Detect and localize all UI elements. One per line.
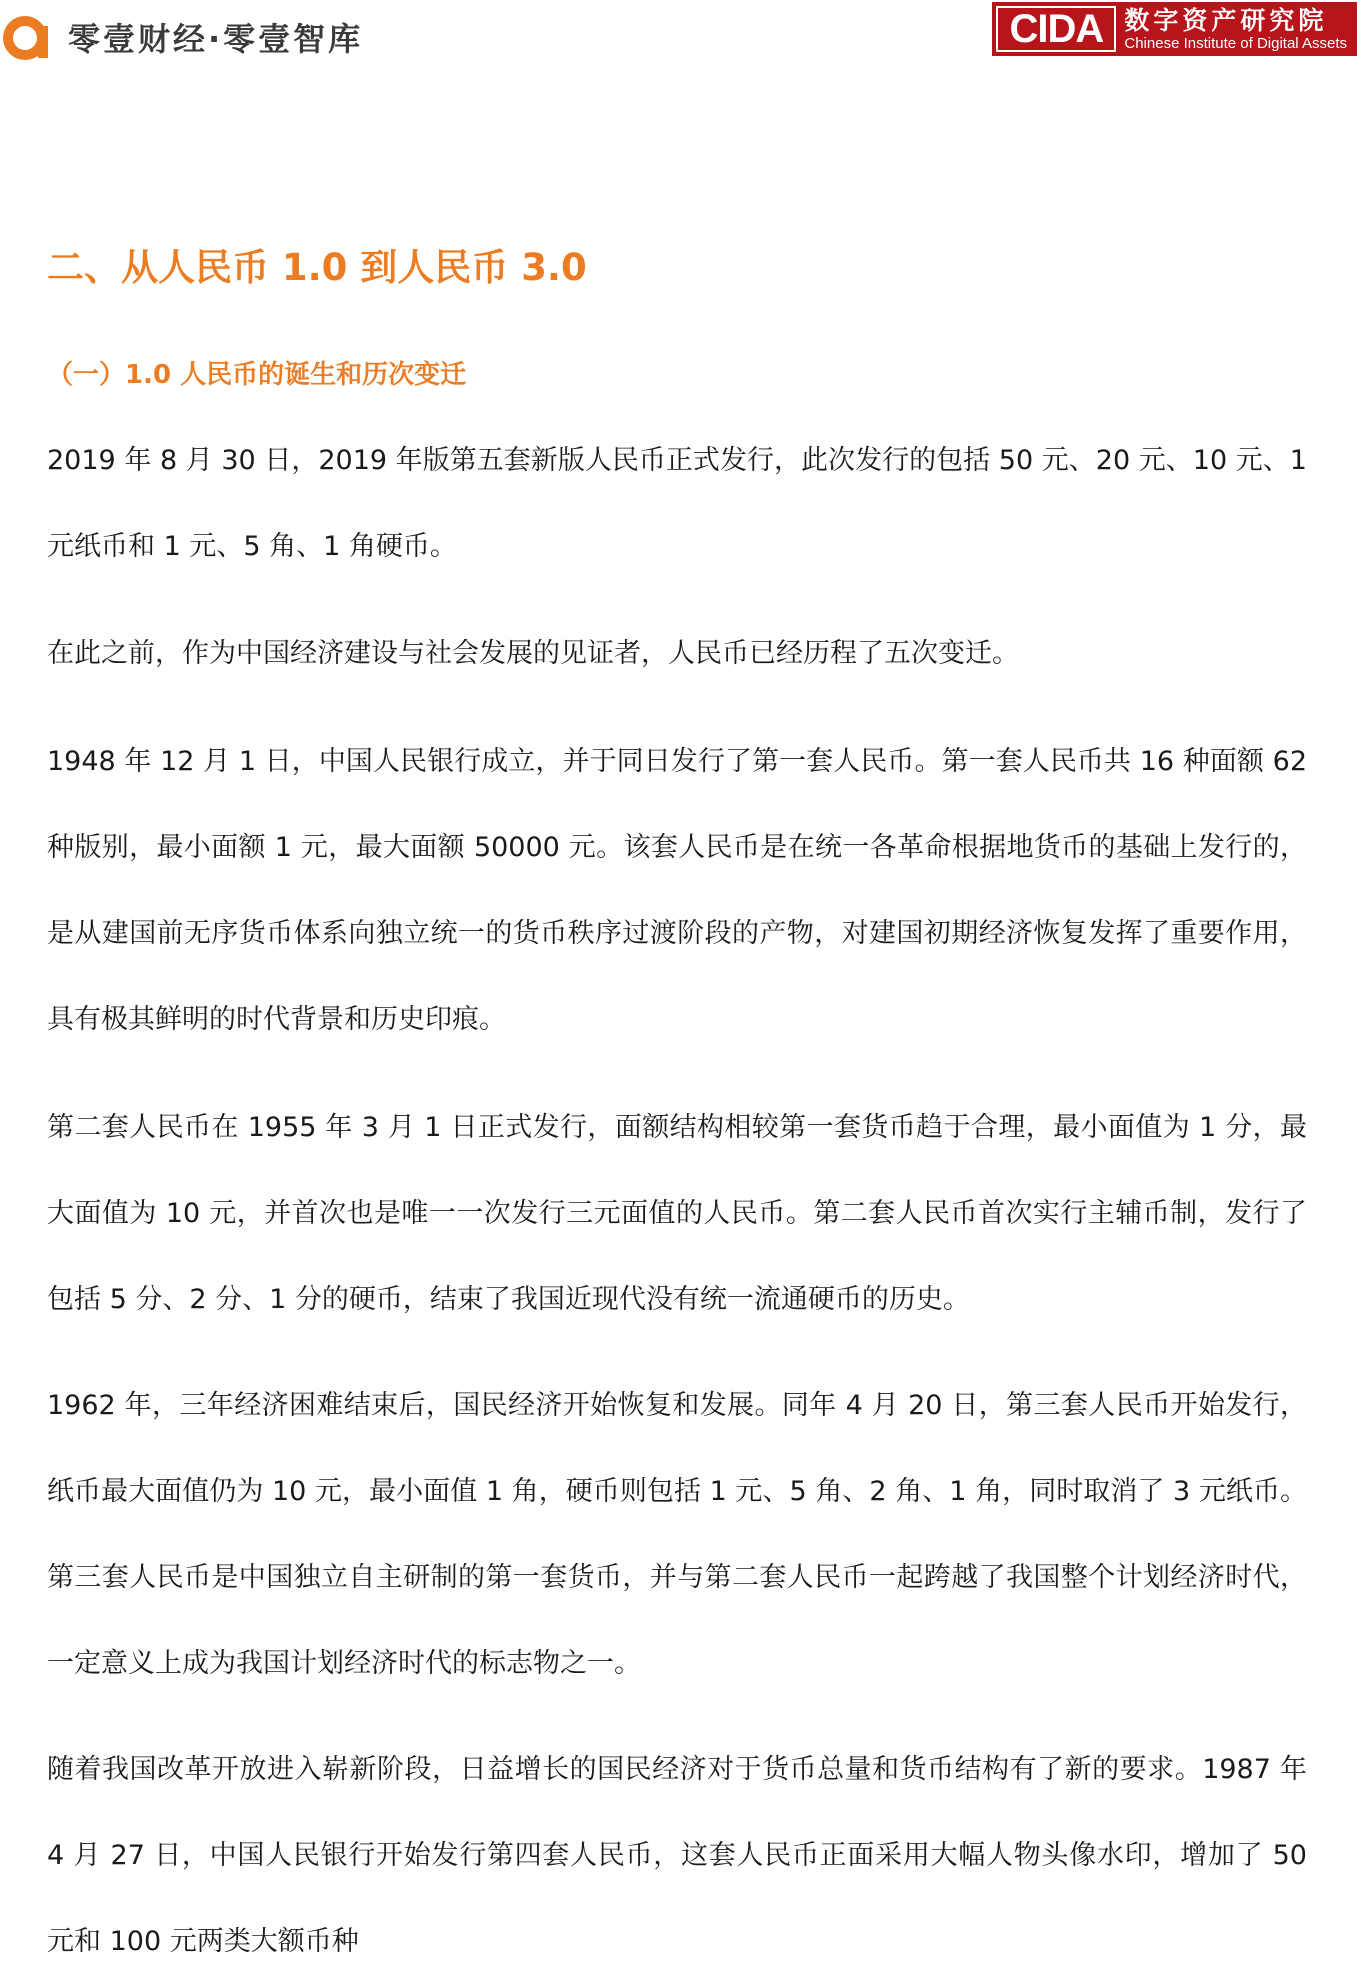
cida-logo — [992, 2, 1357, 56]
brand-name: 零壹财经·零壹智库 — [68, 20, 364, 58]
cida-mark: CIDA — [996, 6, 1116, 52]
cida-chinese-name: 数字资产研究院 — [1124, 6, 1328, 35]
cida-english-name: Chinese Institute of Digital Assets — [1124, 35, 1347, 52]
page-header — [0, 0, 1365, 70]
brand-logo — [2, 12, 363, 62]
subsection-title: （一）1.0 人民币的诞生和历次变迁 — [47, 360, 467, 390]
paragraph: 在此之前，作为中国经济建设与社会发展的见证者，人民币已经历程了五次变迁。 — [47, 638, 1019, 669]
lingyi-logo-icon — [2, 12, 52, 62]
paragraph: 1962 年，三年经济困难结束后，国民经济开始恢复和发展。同年 4 月 20 日，第三套人民币开始发行，纸币最大面值仍为 10 元，最小面值 1 角，硬币则包括 1 元、5 角、2 角、1 角，同时取消了 3 元纸币。第三套人民币是中国独立自主研制的第一套货币，并与第二套人民币一起跨越了我国整个计划经济时代，一定意义上成为我国计划经济时代的标志物之一。 — [47, 1390, 1307, 1679]
paragraph: 随着我国改革开放进入崭新阶段，日益增长的国民经济对于货币总量和货币结构有了新的要求。1987 年 4 月 27 日，中国人民银行开始发行第四套人民币，这套人民币正面采用大幅人物头像水印，增加了 50 元和 100 元两类大额币种 — [47, 1754, 1307, 1957]
paragraph: 1948 年 12 月 1 日，中国人民银行成立，并于同日发行了第一套人民币。第一套人民币共 16 种面额 62 种版别，最小面额 1 元，最大面额 50000 元。该套人民币是在统一各革命根据地货币的基础上发行的，是从建国前无序货币体系向独立统一的货币秩序过渡阶段的产物，对建国初期经济恢复发挥了重要作用，具有极其鲜明的时代背景和历史印痕。 — [47, 746, 1307, 1035]
paragraph: 第二套人民币在 1955 年 3 月 1 日正式发行，面额结构相较第一套货币趋于合理，最小面值为 1 分，最大面值为 10 元，并首次也是唯一一次发行三元面值的人民币。第二套人民币首次实行主辅币制，发行了包括 5 分、2 分、1 分的硬币，结束了我国近现代没有统一流通硬币的历史。 — [47, 1112, 1307, 1315]
section-title: 二、从人民币 1.0 到人民币 3.0 — [47, 246, 587, 289]
paragraph: 2019 年 8 月 30 日，2019 年版第五套新版人民币正式发行，此次发行的包括 50 元、20 元、10 元、1 元纸币和 1 元、5 角、1 角硬币。 — [47, 445, 1307, 562]
